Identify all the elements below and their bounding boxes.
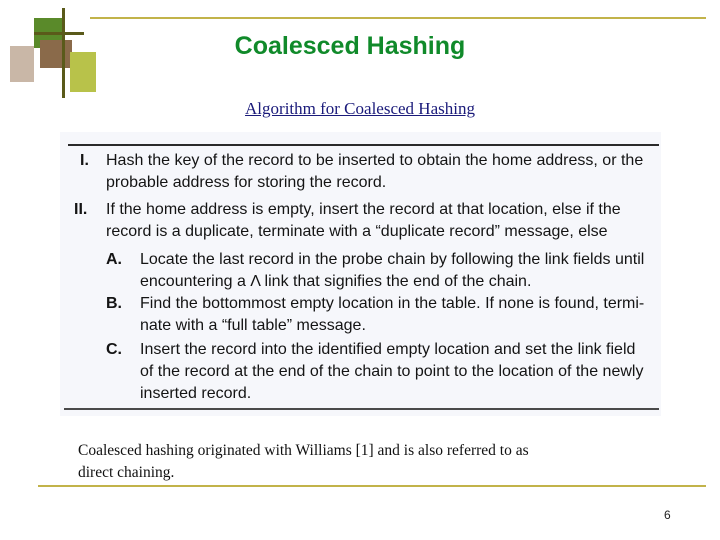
caption-line: direct chaining. <box>78 464 175 481</box>
step-line: encountering a Λ link that signifies the end of the chain. <box>140 273 532 290</box>
step-number: B. <box>106 295 122 312</box>
step-line: If the home address is empty, insert the record at that location, else if the <box>106 201 621 218</box>
bottom-rule <box>38 485 706 487</box>
decor-square-brown <box>40 40 72 68</box>
decor-square-lime <box>70 52 96 92</box>
decor-square-gray <box>10 46 34 82</box>
step-line: Hash the key of the record to be inserted to obtain the home address, or the <box>106 152 644 169</box>
page-number: 6 <box>664 508 671 522</box>
step-number: I. <box>80 152 89 169</box>
step-number: II. <box>74 201 88 218</box>
scan-bottom-rule <box>64 408 659 410</box>
step-line: Locate the last record in the probe chain by following the link fields until <box>140 251 645 268</box>
slide-subtitle: Algorithm for Coalesced Hashing <box>245 99 475 118</box>
step-line: record is a duplicate, terminate with a “duplicate record” message, else <box>106 223 608 240</box>
step-line: inserted record. <box>140 385 252 402</box>
decor-vertical-line <box>62 8 65 98</box>
step-line: Insert the record into the identified empty location and set the link field <box>140 341 636 358</box>
step-line: Find the bottommost empty location in the table. If none is found, termi- <box>140 295 645 312</box>
step-number: C. <box>106 341 122 358</box>
top-rule <box>90 17 706 19</box>
algorithm-scan <box>60 132 661 416</box>
step-line: of the record at the end of the chain to point to the location of the newly <box>140 363 644 380</box>
step-number: A. <box>106 251 122 268</box>
decor-horizontal-line <box>34 32 84 35</box>
slide-title: Coalesced Hashing <box>234 32 466 60</box>
caption-line: Coalesced hashing originated with Williams [1] and is also referred to as <box>78 442 529 459</box>
scan-top-rule <box>68 144 659 146</box>
step-line: probable address for storing the record. <box>106 174 387 191</box>
step-line: nate with a “full table” message. <box>140 317 366 334</box>
caption <box>78 440 678 484</box>
